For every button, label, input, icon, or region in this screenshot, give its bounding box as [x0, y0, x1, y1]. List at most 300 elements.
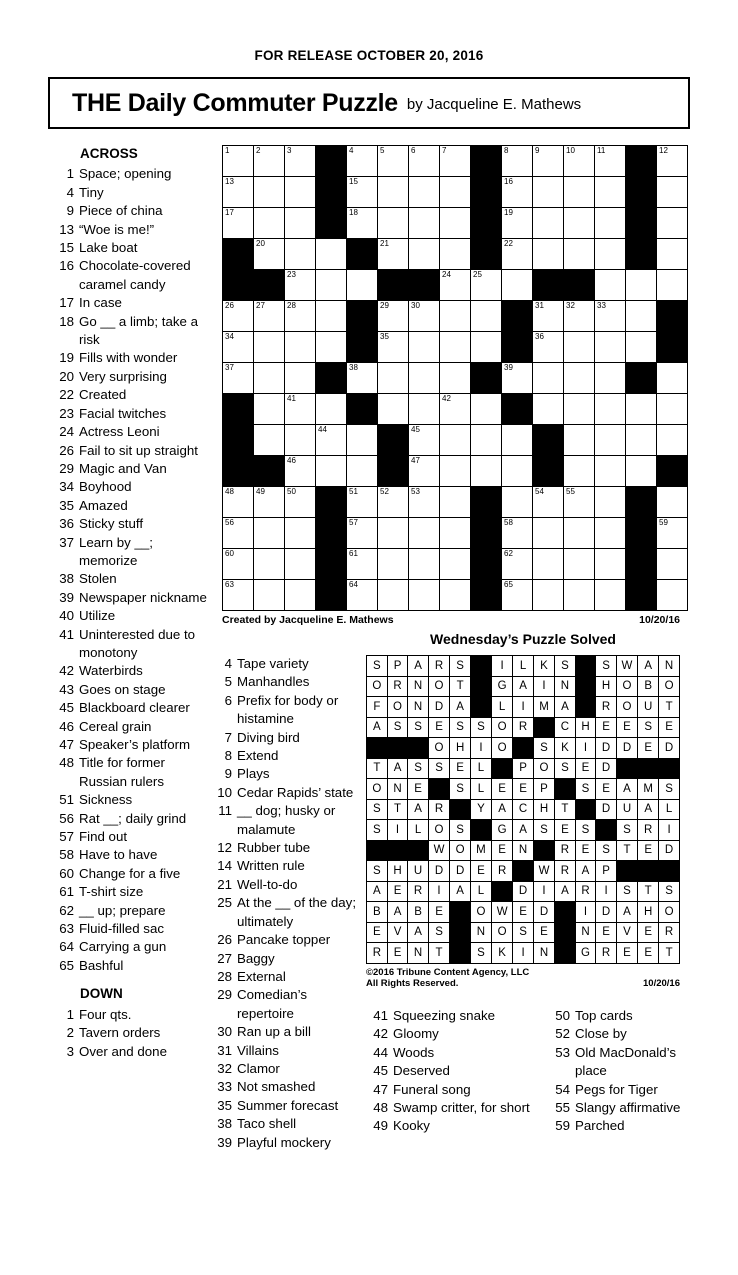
solution-row — [367, 656, 680, 677]
across-clue-list — [52, 165, 212, 975]
grid-cell[interactable] — [440, 394, 471, 425]
grid-cell[interactable] — [595, 239, 626, 270]
grid-cell-number: 24 — [442, 270, 451, 279]
grid-cell[interactable] — [657, 487, 688, 518]
grid-cell[interactable] — [254, 394, 285, 425]
grid-cell[interactable] — [347, 487, 378, 518]
solution-cell: D — [659, 738, 680, 759]
grid-block-cell — [223, 270, 254, 301]
down-clue-text: Top cards — [575, 1008, 633, 1023]
grid-cell[interactable] — [223, 487, 254, 518]
grid-cell[interactable] — [502, 146, 533, 177]
grid-cell[interactable] — [595, 487, 626, 518]
grid-cell[interactable] — [378, 332, 409, 363]
down-clue-number: 6 — [224, 692, 232, 708]
down-clue — [366, 1044, 536, 1062]
grid-block-cell — [223, 456, 254, 487]
grid-cell[interactable] — [657, 425, 688, 456]
solution-cell: B — [367, 902, 388, 923]
grid-cell[interactable] — [657, 518, 688, 549]
grid-cell[interactable] — [657, 270, 688, 301]
grid-cell[interactable] — [533, 301, 564, 332]
grid-cell[interactable] — [440, 301, 471, 332]
grid-cell[interactable] — [440, 487, 471, 518]
across-clue — [52, 791, 212, 809]
solution-cell: L — [470, 881, 491, 902]
grid-cell-number: 13 — [225, 177, 234, 186]
grid-cell[interactable] — [285, 146, 316, 177]
solution-cell: I — [575, 738, 596, 759]
grid-cell-number: 64 — [349, 580, 358, 589]
grid-cell[interactable] — [657, 208, 688, 239]
grid-cell[interactable] — [626, 394, 657, 425]
crossword-grid[interactable] — [222, 145, 688, 611]
grid-cell[interactable] — [440, 518, 471, 549]
grid-cell[interactable] — [223, 146, 254, 177]
down-clue — [210, 1078, 360, 1096]
grid-cell[interactable] — [378, 177, 409, 208]
grid-cell[interactable] — [471, 332, 502, 363]
grid-cell[interactable] — [657, 239, 688, 270]
grid-cell[interactable] — [409, 208, 440, 239]
grid-cell[interactable] — [657, 363, 688, 394]
grid-cell[interactable] — [533, 518, 564, 549]
grid-cell-number: 26 — [225, 301, 234, 310]
grid-cell[interactable] — [626, 301, 657, 332]
solution-block-cell — [555, 902, 575, 923]
down-clue-number: 45 — [373, 1063, 388, 1079]
grid-cell[interactable] — [595, 146, 626, 177]
grid-cell-number: 63 — [225, 580, 234, 589]
solution-cell: W — [616, 656, 637, 677]
grid-cell[interactable] — [223, 301, 254, 332]
grid-cell[interactable] — [626, 456, 657, 487]
solution-cell: A — [408, 656, 428, 677]
grid-row — [223, 146, 688, 177]
grid-cell[interactable] — [564, 239, 595, 270]
grid-cell[interactable] — [316, 332, 347, 363]
grid-cell[interactable] — [595, 518, 626, 549]
solution-cell: I — [513, 943, 533, 964]
solution-cell: S — [450, 717, 471, 738]
solution-block-cell — [470, 697, 491, 718]
grid-cell-number: 51 — [349, 487, 358, 496]
grid-cell[interactable] — [285, 456, 316, 487]
grid-cell[interactable] — [564, 549, 595, 580]
down-clue — [210, 1042, 360, 1060]
down-clue-text: Four qts. — [79, 1006, 132, 1022]
grid-cell-number: 5 — [380, 146, 385, 155]
grid-cell[interactable] — [254, 487, 285, 518]
grid-cell[interactable] — [378, 239, 409, 270]
grid-cell[interactable] — [595, 394, 626, 425]
solution-cell: U — [408, 861, 428, 882]
grid-cell[interactable] — [254, 425, 285, 456]
grid-cell[interactable] — [254, 332, 285, 363]
down-clue-number: 39 — [217, 1134, 232, 1150]
grid-cell[interactable] — [626, 425, 657, 456]
across-clue-number: 16 — [59, 258, 74, 274]
grid-cell[interactable] — [285, 425, 316, 456]
grid-cell-number: 46 — [287, 456, 296, 465]
solution-cell: S — [596, 840, 616, 861]
grid-cell[interactable] — [471, 425, 502, 456]
grid-cell[interactable] — [564, 332, 595, 363]
grid-row — [223, 363, 688, 394]
solution-cell: O — [616, 697, 637, 718]
grid-cell[interactable] — [347, 270, 378, 301]
grid-cell[interactable] — [347, 363, 378, 394]
grid-cell[interactable] — [378, 301, 409, 332]
grid-cell[interactable] — [440, 456, 471, 487]
down-clue — [210, 673, 360, 691]
across-clue-number: 24 — [59, 424, 74, 440]
grid-cell[interactable] — [533, 146, 564, 177]
grid-cell[interactable] — [316, 301, 347, 332]
solution-row — [367, 738, 680, 759]
grid-block-cell — [626, 177, 657, 208]
solution-block-cell — [575, 697, 596, 718]
grid-cell[interactable] — [564, 301, 595, 332]
grid-cell[interactable] — [347, 518, 378, 549]
grid-block-cell — [626, 239, 657, 270]
down-clue-text: Summer forecast — [237, 1097, 339, 1113]
grid-cell[interactable] — [378, 549, 409, 580]
grid-cell[interactable] — [316, 425, 347, 456]
grid-cell[interactable] — [502, 456, 533, 487]
grid-cell[interactable] — [316, 394, 347, 425]
across-clue-number: 1 — [66, 166, 74, 182]
down-clue-number: 5 — [224, 674, 232, 690]
down-clue-text: Slangy affirmative — [575, 1100, 681, 1116]
grid-cell[interactable] — [223, 177, 254, 208]
grid-cell[interactable] — [409, 301, 440, 332]
grid-cell[interactable] — [471, 456, 502, 487]
grid-cell[interactable] — [409, 146, 440, 177]
across-clue-text: Space; opening — [79, 166, 172, 182]
grid-cell[interactable] — [657, 549, 688, 580]
grid-cell[interactable] — [595, 332, 626, 363]
across-clue-text: Waterbirds — [79, 663, 143, 679]
across-clue — [52, 165, 212, 183]
grid-cell[interactable] — [657, 580, 688, 611]
across-clue-text: Title for former Russian rulers — [79, 755, 165, 789]
grid-cell[interactable] — [502, 487, 533, 518]
across-clue-text: Fills with wonder — [79, 350, 178, 366]
grid-cell[interactable] — [533, 208, 564, 239]
grid-cell[interactable] — [440, 332, 471, 363]
grid-cell[interactable] — [595, 301, 626, 332]
grid-cell[interactable] — [440, 208, 471, 239]
across-clue — [52, 184, 212, 202]
grid-cell-number: 20 — [256, 239, 265, 248]
across-clue-number: 46 — [59, 718, 74, 734]
grid-cell[interactable] — [657, 146, 688, 177]
grid-cell[interactable] — [502, 239, 533, 270]
grid-cell[interactable] — [347, 146, 378, 177]
solution-cell: W — [428, 840, 449, 861]
grid-cell[interactable] — [502, 518, 533, 549]
grid-cell[interactable] — [378, 394, 409, 425]
solution-block-cell — [367, 840, 388, 861]
grid-block-cell — [316, 518, 347, 549]
solution-cell: K — [555, 738, 575, 759]
grid-cell-number: 39 — [504, 363, 513, 372]
solution-cell: O — [491, 738, 512, 759]
grid-cell[interactable] — [347, 208, 378, 239]
grid-cell[interactable] — [657, 177, 688, 208]
grid-cell[interactable] — [471, 270, 502, 301]
grid-cell[interactable] — [471, 301, 502, 332]
grid-cell[interactable] — [595, 177, 626, 208]
grid-cell[interactable] — [347, 456, 378, 487]
solution-block-cell — [533, 840, 554, 861]
down-clue — [548, 1007, 698, 1025]
grid-cell[interactable] — [285, 549, 316, 580]
grid-cell[interactable] — [409, 456, 440, 487]
crossword-grid-wrapper[interactable] — [222, 145, 688, 626]
solution-row — [367, 820, 680, 841]
grid-cell[interactable] — [626, 270, 657, 301]
grid-cell-number: 7 — [442, 146, 447, 155]
across-clue-text: Speaker’s platform — [79, 737, 191, 752]
grid-row — [223, 425, 688, 456]
grid-cell[interactable] — [409, 239, 440, 270]
page-title: THE Daily Commuter Puzzle — [72, 88, 398, 117]
grid-cell[interactable] — [316, 239, 347, 270]
grid-cell[interactable] — [502, 177, 533, 208]
grid-cell[interactable] — [409, 549, 440, 580]
across-clue-number: 4 — [66, 184, 74, 200]
grid-cell-number: 11 — [597, 146, 606, 155]
grid-cell[interactable] — [440, 580, 471, 611]
grid-cell[interactable] — [254, 208, 285, 239]
solution-cell: N — [470, 922, 491, 943]
solution-cell: A — [513, 820, 533, 841]
grid-cell[interactable] — [564, 208, 595, 239]
grid-cell[interactable] — [409, 332, 440, 363]
grid-block-cell — [657, 332, 688, 363]
across-clue — [52, 202, 212, 220]
grid-cell[interactable] — [533, 394, 564, 425]
down-clue-number: 25 — [217, 895, 232, 911]
grid-cell[interactable] — [595, 270, 626, 301]
down-clue-text: Deserved — [393, 1063, 450, 1079]
grid-cell[interactable] — [378, 580, 409, 611]
solution-cell: A — [555, 697, 575, 718]
grid-cell[interactable] — [285, 208, 316, 239]
grid-cell[interactable] — [223, 518, 254, 549]
grid-row — [223, 177, 688, 208]
grid-cell[interactable] — [378, 363, 409, 394]
grid-cell[interactable] — [347, 425, 378, 456]
solution-row — [367, 943, 680, 964]
across-clue-number: 34 — [59, 479, 74, 495]
grid-cell[interactable] — [316, 456, 347, 487]
grid-cell[interactable] — [378, 146, 409, 177]
grid-cell[interactable] — [502, 425, 533, 456]
grid-cell[interactable] — [285, 487, 316, 518]
grid-cell[interactable] — [564, 177, 595, 208]
grid-cell[interactable] — [440, 363, 471, 394]
grid-cell-number: 59 — [659, 518, 668, 527]
grid-cell[interactable] — [254, 239, 285, 270]
down-clue-text: Woods — [393, 1044, 435, 1060]
grid-cell[interactable] — [378, 208, 409, 239]
grid-cell[interactable] — [285, 301, 316, 332]
grid-cell[interactable] — [254, 518, 285, 549]
down-clue-list-part3 — [366, 1007, 536, 1136]
solution-cell: I — [575, 902, 596, 923]
solution-block-cell — [491, 758, 512, 779]
grid-cell[interactable] — [595, 208, 626, 239]
solution-cell: O — [659, 902, 680, 923]
grid-cell[interactable] — [223, 332, 254, 363]
grid-cell[interactable] — [316, 270, 347, 301]
across-clue-number: 29 — [59, 460, 74, 476]
grid-cell[interactable] — [502, 580, 533, 611]
down-clue-column-4 — [548, 1007, 698, 1136]
grid-cell[interactable] — [254, 146, 285, 177]
across-clue-number: 22 — [59, 387, 74, 403]
down-clue — [210, 1097, 360, 1115]
grid-cell[interactable] — [502, 208, 533, 239]
across-clue — [52, 497, 212, 515]
across-clue — [52, 828, 212, 846]
grid-cell-number: 8 — [504, 146, 509, 155]
grid-cell[interactable] — [595, 425, 626, 456]
grid-cell[interactable] — [285, 580, 316, 611]
grid-cell[interactable] — [254, 549, 285, 580]
solution-cell: I — [470, 738, 491, 759]
down-clue-number: 7 — [224, 729, 232, 745]
grid-block-cell — [254, 270, 285, 301]
grid-cell[interactable] — [223, 208, 254, 239]
solution-cell: E — [638, 738, 659, 759]
grid-cell[interactable] — [657, 394, 688, 425]
grid-cell[interactable] — [533, 239, 564, 270]
grid-cell[interactable] — [533, 332, 564, 363]
grid-cell[interactable] — [223, 363, 254, 394]
grid-cell[interactable] — [254, 363, 285, 394]
grid-cell[interactable] — [502, 363, 533, 394]
grid-cell[interactable] — [564, 456, 595, 487]
grid-cell[interactable] — [285, 518, 316, 549]
across-clue — [52, 460, 212, 478]
grid-cell[interactable] — [378, 487, 409, 518]
grid-cell[interactable] — [347, 177, 378, 208]
grid-cell[interactable] — [502, 270, 533, 301]
grid-cell[interactable] — [533, 177, 564, 208]
solution-cell: I — [533, 881, 554, 902]
down-clue-number: 30 — [217, 1024, 232, 1040]
grid-cell[interactable] — [471, 394, 502, 425]
grid-cell[interactable] — [409, 487, 440, 518]
grid-cell[interactable] — [409, 394, 440, 425]
grid-cell[interactable] — [409, 363, 440, 394]
grid-cell[interactable] — [564, 146, 595, 177]
grid-cell[interactable] — [409, 580, 440, 611]
grid-cell[interactable] — [595, 363, 626, 394]
grid-cell[interactable] — [409, 518, 440, 549]
grid-cell[interactable] — [285, 177, 316, 208]
across-clue-text: Cereal grain — [79, 718, 152, 734]
grid-cell[interactable] — [564, 425, 595, 456]
down-clue — [210, 1134, 360, 1152]
grid-cell[interactable] — [285, 270, 316, 301]
grid-cell[interactable] — [564, 518, 595, 549]
grid-cell[interactable] — [533, 487, 564, 518]
solution-cell: E — [616, 943, 637, 964]
grid-cell[interactable] — [409, 425, 440, 456]
grid-block-cell — [316, 177, 347, 208]
grid-cell[interactable] — [440, 177, 471, 208]
grid-cell[interactable] — [347, 580, 378, 611]
grid-cell[interactable] — [440, 270, 471, 301]
grid-cell[interactable] — [378, 518, 409, 549]
down-clue-list-part1 — [52, 1006, 212, 1061]
across-clue — [52, 607, 212, 625]
grid-cell[interactable] — [564, 487, 595, 518]
grid-cell[interactable] — [347, 549, 378, 580]
grid-cell-number: 48 — [225, 487, 234, 496]
down-clue-text: Over and done — [79, 1043, 167, 1059]
grid-cell[interactable] — [595, 580, 626, 611]
across-clue-text: In case — [79, 295, 122, 311]
solution-cell: D — [596, 902, 616, 923]
grid-cell[interactable] — [285, 239, 316, 270]
grid-cell[interactable] — [440, 239, 471, 270]
grid-cell[interactable] — [564, 363, 595, 394]
grid-cell[interactable] — [254, 580, 285, 611]
solution-block-cell — [555, 922, 575, 943]
grid-cell[interactable] — [285, 363, 316, 394]
solution-block-cell — [450, 922, 471, 943]
grid-cell[interactable] — [285, 394, 316, 425]
grid-cell[interactable] — [595, 456, 626, 487]
solution-cell: E — [616, 717, 637, 738]
grid-block-cell — [223, 239, 254, 270]
grid-cell[interactable] — [285, 332, 316, 363]
solution-row — [367, 779, 680, 800]
grid-cell[interactable] — [533, 363, 564, 394]
grid-cell[interactable] — [440, 425, 471, 456]
grid-cell[interactable] — [223, 580, 254, 611]
grid-cell[interactable] — [564, 580, 595, 611]
grid-cell[interactable] — [595, 549, 626, 580]
grid-cell[interactable] — [533, 580, 564, 611]
across-clue-number: 35 — [59, 497, 74, 513]
across-clue — [52, 902, 212, 920]
solution-block-cell — [638, 861, 659, 882]
across-clue-text: Very surprising — [79, 368, 167, 384]
grid-cell[interactable] — [440, 549, 471, 580]
grid-cell[interactable] — [440, 146, 471, 177]
grid-cell[interactable] — [254, 177, 285, 208]
grid-cell[interactable] — [626, 332, 657, 363]
down-clue-text: Extend — [237, 748, 279, 764]
grid-cell[interactable] — [223, 549, 254, 580]
solution-cell: I — [513, 697, 533, 718]
solution-cell: R — [555, 840, 575, 861]
grid-cell[interactable] — [409, 177, 440, 208]
puzzle-title-box — [48, 77, 690, 129]
grid-cell[interactable] — [564, 394, 595, 425]
solution-cell: S — [616, 820, 637, 841]
grid-cell[interactable] — [254, 301, 285, 332]
grid-cell[interactable] — [502, 549, 533, 580]
grid-cell[interactable] — [533, 549, 564, 580]
